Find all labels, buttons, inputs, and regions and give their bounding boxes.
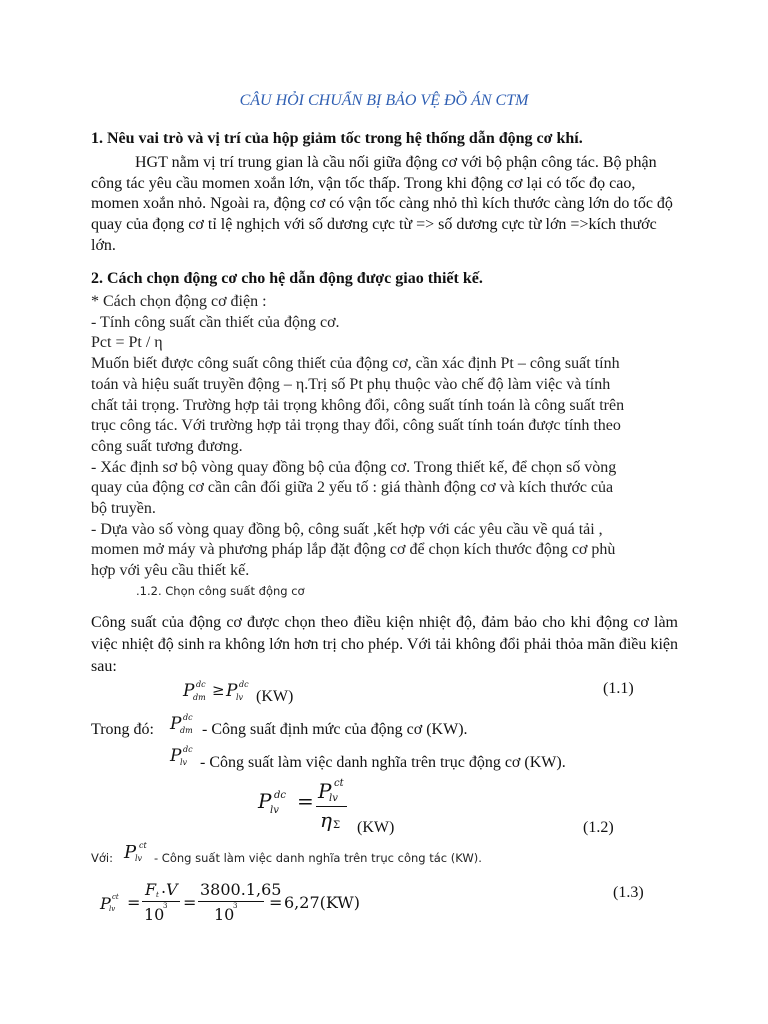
- sub-dm: dm: [180, 726, 193, 735]
- numerator-value: 3800.1,65: [200, 880, 282, 899]
- sup-three: 3: [163, 902, 168, 910]
- text-line: trục công tác. Với trường hợp tải trọng thay đổi, công suất tính toán được tính theo: [91, 417, 621, 435]
- dot-symbol: .: [161, 878, 167, 897]
- sub-lv: lv: [135, 854, 143, 863]
- symbol-p: P: [170, 714, 182, 734]
- symbol-p: P: [318, 779, 332, 803]
- definition-text: - Công suất định mức của động cơ (KW).: [202, 721, 468, 738]
- sub-t: t: [156, 891, 159, 899]
- text-line: - Xác định sơ bộ vòng quay đồng bộ của động cơ. Trong thiết kế, để chọn số vòng: [91, 458, 617, 476]
- sup-dc: dc: [239, 680, 249, 689]
- fraction-bar: [142, 901, 180, 902]
- text-line: chất tải trọng. Trường hợp tải trọng không đổi, công suất tính toán là công suất trên: [91, 396, 625, 414]
- text-line: - Tính công suất cần thiết của động cơ.: [91, 313, 340, 331]
- question-1-answer: [91, 153, 681, 257]
- symbol-p: P: [226, 681, 238, 701]
- number-ten: 10: [214, 905, 235, 924]
- symbol-p: P: [170, 746, 182, 766]
- text-line: quay của động cơ cần cân đối giữa 2 yếu tố : giá thành động cơ và kích thước của: [91, 479, 614, 497]
- sub-lv: lv: [236, 693, 244, 702]
- definition-text: - Công suất làm việc danh nghĩa trên trục công tác (KW).: [154, 851, 482, 865]
- sub-lv: lv: [109, 905, 116, 913]
- unit-kw: (KW): [357, 819, 395, 836]
- equation-number: (1.2): [583, 819, 614, 836]
- sub-dm: dm: [193, 693, 206, 702]
- definition-text: - Công suất làm việc danh nghĩa trên trục động cơ (KW).: [200, 754, 566, 771]
- symbol-v: V: [166, 880, 178, 899]
- text-line: momen mở máy và phương pháp lắp đặt động cơ để chọn kích thước động cơ phù: [91, 541, 616, 559]
- text-line: công suất tương đương.: [91, 437, 243, 455]
- text-line: Pct = Pt / η: [91, 334, 163, 352]
- unit-kw: (KW): [256, 688, 294, 705]
- label-voi: Với:: [91, 851, 113, 865]
- equation-number: (1.1): [603, 680, 634, 697]
- symbol-p: P: [100, 894, 111, 913]
- number-ten: 10: [144, 905, 165, 924]
- sup-dc: dc: [274, 790, 287, 801]
- sup-ct: ct: [139, 841, 147, 850]
- subsection-paragraph: Công suất của động cơ được chọn theo điều kiện nhiệt độ, đảm bảo cho khi động cơ làm việc nhiệt độ sinh ra không lớn hơn trị cho phép. Với tải không đổi phải thỏa mãn điều kiện sau:: [91, 614, 678, 675]
- answer-paragraph: HGT nằm vị trí trung gian là cầu nối giữa động cơ với bộ phận công tác. Bộ phận công tác yêu cầu momen xoắn lớn, vận tốc thấp. Trong khi động cơ lại có tốc đọ cao, momen xoắn nhỏ. Ngoài ra, động cơ có vận tốc càng nhỏ thì kích thước càng lớn do tốc độ quay của đọng cơ tỉ lệ nghịch với số dương cực từ => số dương cực từ lớn =>kích thước lớn.: [91, 154, 673, 254]
- question-1-heading: 1. Nêu vai trò và vị trí của hộp giảm tốc trong hệ thống dẫn động cơ khí.: [91, 130, 583, 147]
- sub-lv: lv: [270, 805, 279, 816]
- question-2-body: [91, 292, 691, 582]
- fraction-bar: [316, 806, 347, 807]
- sup-dc: dc: [183, 745, 193, 754]
- sup-dc: dc: [196, 680, 206, 689]
- sup-ct: ct: [112, 893, 119, 901]
- result-value: 6,27(KW): [284, 893, 360, 912]
- sup-three: 3: [233, 902, 238, 910]
- text-line: Muốn biết được công suất công thiết của động cơ, cần xác định Pt – công suất tính: [91, 355, 620, 373]
- text-line: - Dựa vào số vòng quay đồng bộ, công suất ,kết hợp với các yêu cầu về quá tải ,: [91, 520, 603, 538]
- equation-number: (1.3): [613, 884, 644, 901]
- sup-dc: dc: [183, 713, 193, 722]
- sup-ct: ct: [334, 778, 344, 789]
- text-line: hợp với yêu cầu thiết kế.: [91, 562, 250, 580]
- symbol-equals: =: [183, 893, 197, 912]
- symbol-p: P: [124, 842, 137, 863]
- sub-lv: lv: [180, 758, 188, 767]
- symbol-geq: ≥: [212, 681, 225, 699]
- sub-lv: lv: [329, 793, 338, 804]
- subsection-heading: .1.2. Chọn công suất động cơ: [136, 584, 305, 598]
- fraction-bar: [198, 901, 264, 902]
- document-title: CÂU HỎI CHUẨN BỊ BẢO VỆ ĐỒ ÁN CTM: [239, 92, 529, 109]
- symbol-p: P: [258, 789, 272, 813]
- symbol-f: F: [145, 880, 157, 899]
- text-line: bộ truyền.: [91, 500, 156, 518]
- symbol-p: P: [183, 681, 195, 701]
- label-trong-do: Trong đó:: [91, 721, 154, 738]
- symbol-equals: =: [127, 893, 141, 912]
- text-line: toán và hiệu suất truyền động – η.Trị số Pt phụ thuộc vào chế độ làm việc và tính: [91, 375, 611, 393]
- sub-sigma: Σ: [333, 820, 341, 831]
- symbol-equals: =: [297, 789, 314, 813]
- symbol-equals: =: [269, 893, 283, 912]
- question-2-heading: 2. Cách chọn động cơ cho hệ dẫn động được giao thiết kế.: [91, 270, 483, 287]
- symbol-eta: η: [320, 808, 332, 832]
- text-line: * Cách chọn động cơ điện :: [91, 293, 267, 310]
